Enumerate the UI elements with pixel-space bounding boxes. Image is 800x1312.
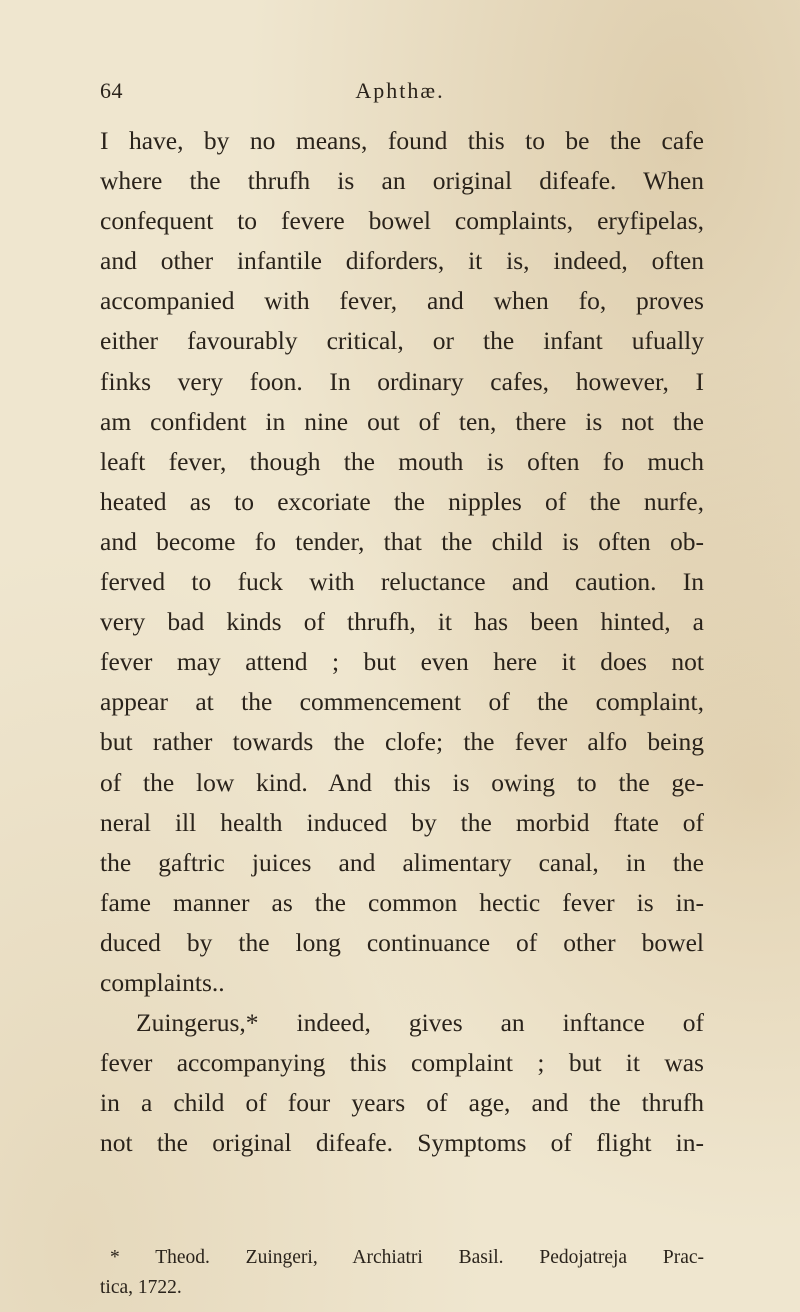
text-line: very bad kinds of thrufh, it has been hinted, a	[100, 607, 704, 637]
footnote-line: * Theod. Zuingeri, Archiatri Basil. Pedojatreja Prac-	[110, 1247, 704, 1268]
text-line: Zuingerus,* indeed, gives an inftance of	[136, 1008, 704, 1038]
text-line: ferved to fuck with reluctance and caution. In	[100, 567, 704, 597]
text-line: complaints..	[100, 967, 225, 997]
text-line: of the low kind. And this is owing to the ge-	[100, 767, 704, 797]
footnote-line: tica, 1722.	[100, 1277, 182, 1298]
text-line: where the thrufh is an original difeafe. When	[100, 166, 704, 196]
text-line: neral ill health induced by the morbid ftate of	[100, 807, 704, 837]
text-line: either favourably critical, or the infant ufually	[100, 326, 704, 356]
text-line: fame manner as the common hectic fever is in-	[100, 887, 704, 917]
footnote	[100, 1243, 704, 1303]
page-header	[100, 78, 700, 118]
text-line: accompanied with fever, and when fo, proves	[100, 286, 704, 316]
text-line: fever accompanying this complaint ; but it was	[100, 1048, 704, 1078]
text-line: confequent to fevere bowel complaints, eryfipelas,	[100, 206, 704, 236]
text-line: I have, by no means, found this to be the cafe	[100, 126, 704, 155]
text-line: heated as to excoriate the nipples of the nurfe,	[100, 486, 704, 516]
text-line: finks very foon. In ordinary cafes, however, I	[100, 366, 704, 396]
text-line: the gaftric juices and alimentary canal, in the	[100, 847, 704, 877]
text-line: but rather towards the clofe; the fever alfo being	[100, 727, 704, 757]
text-line: in a child of four years of age, and the thrufh	[100, 1088, 704, 1118]
text-line: fever may attend ; but even here it does not	[100, 647, 704, 677]
running-title: Aphthæ.	[355, 78, 445, 103]
text-line: duced by the long continuance of other bowel	[100, 927, 704, 957]
text-line: leaft fever, though the mouth is often fo much	[100, 446, 704, 476]
text-line: and become fo tender, that the child is often ob-	[100, 526, 704, 556]
text-line: appear at the commencement of the complaint,	[100, 687, 704, 717]
body-text	[100, 121, 704, 1163]
text-line: am confident in nine out of ten, there is not the	[100, 406, 704, 436]
text-line: not the original difeafe. Symptoms of flight in-	[100, 1128, 704, 1158]
text-line: and other infantile diforders, it is, indeed, often	[100, 246, 704, 276]
page-number: 64	[100, 78, 123, 103]
